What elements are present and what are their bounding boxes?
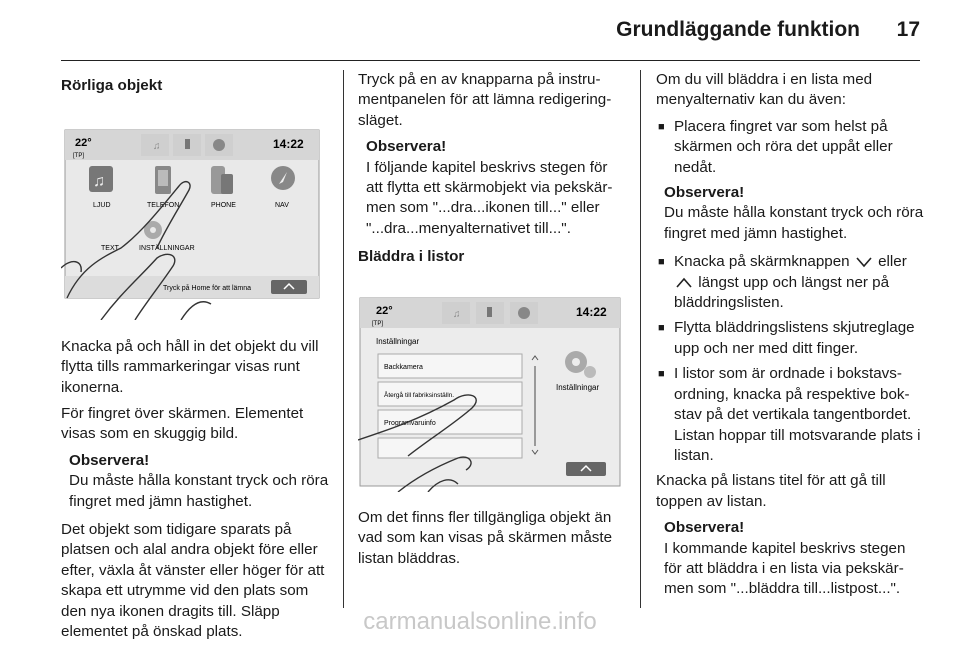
bullet-item: ■ Placera fingret var som helst på skärmen och röra det uppåt eller nedåt. (656, 117, 926, 178)
bullet-text: eller (878, 253, 907, 271)
chevron-up-icon (674, 277, 694, 289)
bullet-item: ■ Flytta bläddringslistens skjutreglage upp och ner med ditt finger. (656, 318, 926, 359)
app-label: LJUD (93, 202, 111, 210)
temp-label: 22° (376, 304, 393, 317)
music-app-icon (89, 166, 113, 192)
note-title: Observera! (69, 451, 150, 469)
page-number: 17 (896, 18, 920, 41)
bullet-text: Knacka på skärmknappen (674, 253, 850, 271)
app-label: PHONE (211, 202, 236, 210)
bullet-text: längst upp och längst ner på bläddringslisten. (674, 273, 890, 312)
note-text: Du måste hålla konstant tryck och röra fingret med jämn hastighet. (664, 204, 924, 242)
collapse-button[interactable] (566, 462, 606, 476)
column-divider (343, 70, 344, 608)
paragraph: Knacka på och håll in det objekt du vill flytta tills rammarkeringar visas runt ikonerna. (61, 337, 319, 396)
list-item[interactable] (378, 438, 522, 458)
note-title: Observera! (664, 519, 745, 537)
watermark: carmanualsonline.info (363, 608, 597, 635)
list-item-label: Återgå till fabriksinställn. (384, 391, 455, 399)
bullet-item (656, 252, 926, 313)
paragraph: Knacka på listans titel för att gå till toppen av listan. (656, 472, 886, 510)
collapse-button[interactable] (271, 280, 307, 294)
page-title: Grundläggande funktion (616, 18, 860, 41)
bullet-item: ■ I listor som är ordnade i bokstavsordning, knacka på respektive bokstav på det vertikala tangentbordet. Listan hoppar till motsvarande plats i listan. (656, 364, 926, 466)
navigation-icon (271, 166, 295, 190)
settings-list-illustration (358, 280, 624, 492)
app-label: TEXT (101, 245, 119, 253)
column-divider (640, 70, 641, 608)
page-header (61, 18, 920, 61)
phone-icon (487, 307, 492, 317)
note-text: I kommande kapitel beskrivs stegen för att bläddra i en lista via pekskärmen som "...bläddra till...listpost...". (664, 539, 906, 598)
tp-label: [TP] (73, 153, 85, 160)
column-left (61, 70, 331, 649)
temp-label: 22° (75, 137, 92, 150)
paragraph: Om det finns fler tillgängliga objekt än vad som kan visas på skärmen måste listan bläddras. (358, 509, 613, 567)
note-title: Observera! (664, 184, 745, 202)
home-screen-illustration (61, 108, 323, 320)
column-right (656, 70, 926, 608)
list-title[interactable]: Inställningar (376, 336, 420, 346)
list-item-label: Backkamera (384, 363, 423, 371)
note (664, 183, 926, 244)
app-label: INSTÄLLNINGAR (139, 245, 195, 253)
app-label: TELEFON (147, 202, 180, 210)
phone-icon (185, 139, 190, 149)
app-label: NAV (275, 202, 289, 210)
clock: 14:22 (273, 137, 304, 152)
record-icon (518, 307, 530, 319)
note-title: Observera! (366, 138, 447, 156)
clock: 14:22 (576, 304, 607, 319)
music-note-icon: ♫ (453, 308, 461, 320)
chevron-down-icon (854, 256, 874, 268)
scrollbar[interactable] (534, 366, 536, 446)
home-hint-text: Tryck på Home för att lämna (163, 285, 252, 293)
column-middle (358, 70, 626, 575)
paragraph: Det objekt som tidigare sparats på platsen och alal andra objekt före eller efter, växla åt vänster eller höger för att skapa ett utrymme vid den plats som den nya ikonen dragits till. Släpp elementet på önskad plats. (61, 521, 325, 641)
side-label: Inställningar (556, 382, 600, 392)
list-item-label: Programvaruinfo (384, 419, 436, 427)
paragraph: Tryck på en av knapparna på instrumentpanelen för att lämna redigeringsläget. (358, 71, 612, 129)
note-text: I följande kapitel beskrivs stegen för att flytta ett skärmobjekt via pekskärmen som "...dra...ikonen till..." eller "...dra...menyalternativet till...". (366, 158, 613, 237)
section-heading: Rörliga objekt (61, 77, 163, 94)
note (664, 518, 926, 600)
note-text: Du måste hålla konstant tryck och röra fingret med jämn hastighet. (69, 472, 329, 510)
music-note-icon: ♫ (153, 141, 161, 153)
svg-text:♫: ♫ (93, 173, 105, 191)
paragraph: Om du vill bläddra i en lista med menyalternativ kan du även: (656, 71, 873, 109)
phone-app-icon (155, 166, 171, 194)
note (69, 451, 331, 512)
paragraph: För fingret över skärmen. Elementet visas som en skuggig bild. (61, 405, 304, 443)
record-icon (213, 139, 225, 151)
section-heading: Bläddra i listor (358, 248, 465, 266)
note (366, 137, 626, 239)
tp-label: [TP] (372, 320, 384, 327)
